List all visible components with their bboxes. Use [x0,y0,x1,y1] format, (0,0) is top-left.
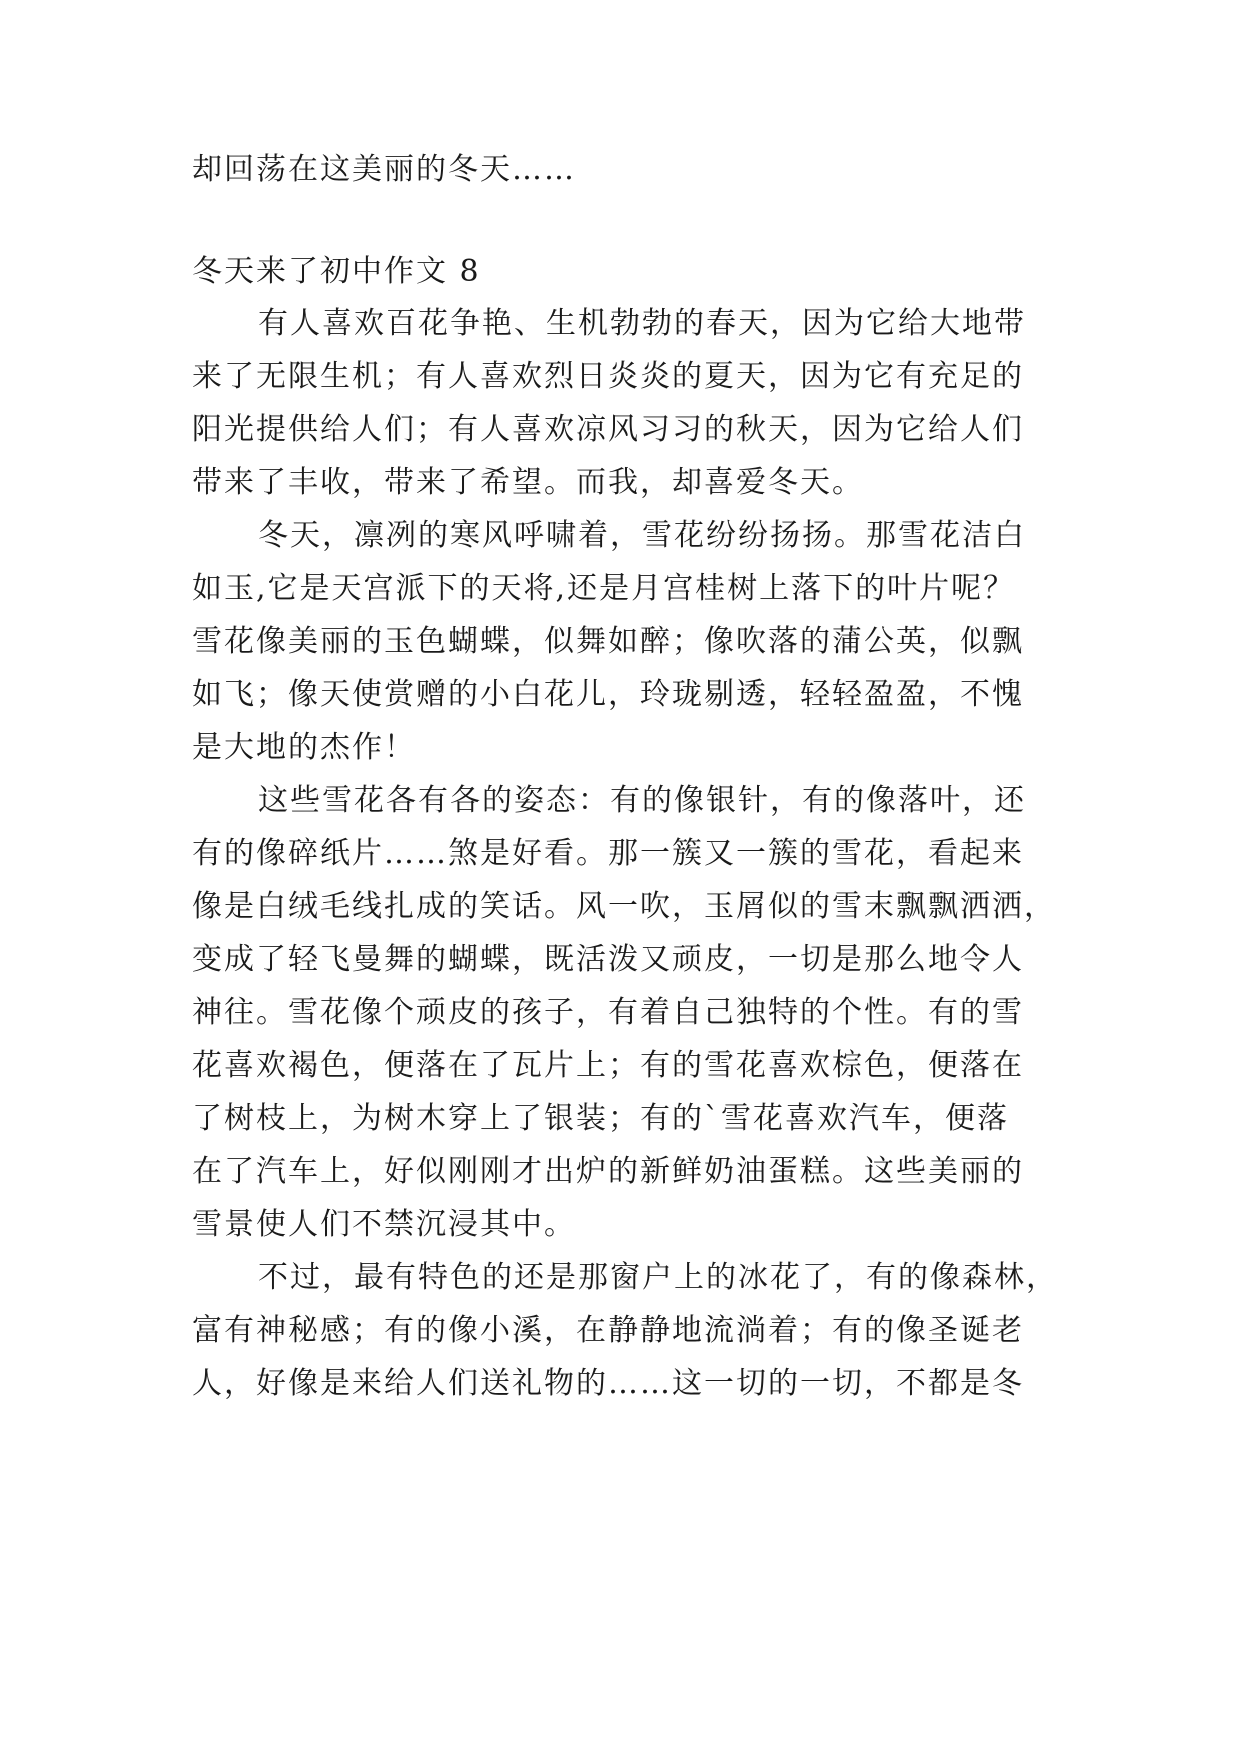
text-line: 人，好像是来给人们送礼物的……这一切的一切，不都是冬 [192,1366,1024,1401]
text-line: 了树枝上，为树木穿上了银装；有的`雪花喜欢汽车，便落 [192,1101,1009,1136]
text-line: 像是白绒毛线扎成的笑话。风一吹，玉屑似的雪末飘飘洒洒， [192,889,1056,924]
text-line: 花喜欢褐色，便落在了瓦片上；有的雪花喜欢棕色，便落在 [192,1048,1024,1083]
text-line: 雪景使人们不禁沉浸其中。 [192,1207,576,1242]
text-line: 有的像碎纸片……煞是好看。那一簇又一簇的雪花，看起来 [192,836,1024,871]
text-line: 带来了丰收，带来了希望。而我，却喜爱冬天。 [192,465,864,500]
text-line: 不过，最有特色的还是那窗户上的冰花了，有的像森林， [258,1260,1058,1295]
text-line: 阳光提供给人们；有人喜欢凉风习习的秋天，因为它给人们 [192,412,1024,447]
text-line: 变成了轻飞曼舞的蝴蝶，既活泼又顽皮，一切是那么地令人 [192,942,1024,977]
text-line: 富有神秘感；有的像小溪，在静静地流淌着；有的像圣诞老 [192,1313,1024,1348]
text-line: 来了无限生机；有人喜欢烈日炎炎的夏天，因为它有充足的 [192,359,1024,394]
text-line: 在了汽车上，好似刚刚才出炉的新鲜奶油蛋糕。这些美丽的 [192,1154,1024,1189]
text-line: 冬天，凛冽的寒风呼啸着，雪花纷纷扬扬。那雪花洁白 [258,518,1026,553]
text-line: 如玉,它是天宫派下的天将,还是月宫桂树上落下的叶片呢？ [192,571,1016,606]
section-title: 冬天来了初中作文 8 [192,254,481,289]
text-line: 神往。雪花像个顽皮的孩子，有着自己独特的个性。有的雪 [192,995,1024,1030]
text-line: 这些雪花各有各的姿态：有的像银针，有的像落叶，还 [258,783,1026,818]
text-line: 是大地的杰作！ [192,730,416,765]
text-line: 雪花像美丽的玉色蝴蝶，似舞如醉；像吹落的蒲公英，似飘 [192,624,1024,659]
text-line: 却回荡在这美丽的冬天…… [192,152,576,187]
text-line: 如飞；像天使赏赠的小白花儿，玲珑剔透，轻轻盈盈，不愧 [192,677,1024,712]
text-line: 有人喜欢百花争艳、生机勃勃的春天，因为它给大地带 [258,306,1026,341]
